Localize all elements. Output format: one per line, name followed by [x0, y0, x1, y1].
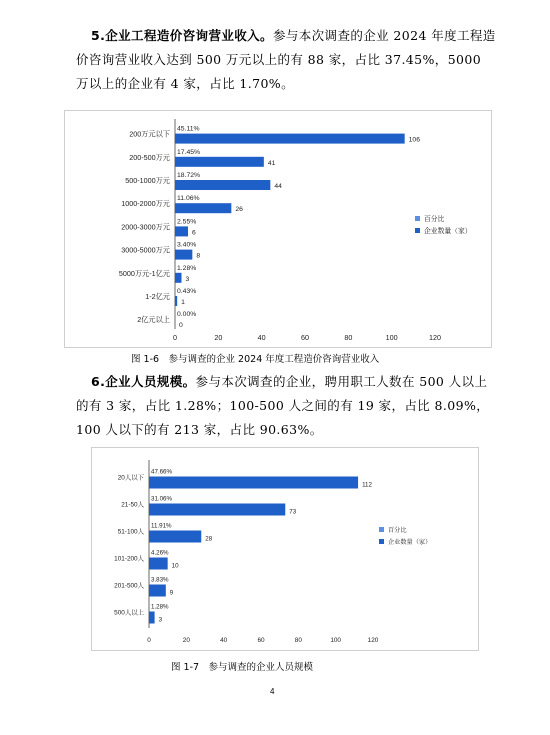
x-tick-label: 120: [429, 333, 441, 342]
section5-heading: 5.企业工程造价咨询营业收入。: [91, 28, 273, 43]
count-bar: [175, 134, 405, 144]
legend-label: 百分比: [424, 216, 445, 223]
staff-size-bar-chart: [92, 448, 478, 650]
figure6-chart-frame: [64, 110, 492, 348]
percent-label: 17.45%: [177, 148, 201, 156]
figure7-caption: 图 1-7 参与调查的企业人员规模: [171, 662, 314, 673]
percent-label: 1.28%: [177, 264, 197, 272]
percent-label: 31.06%: [151, 495, 172, 503]
category-label: 201-500人: [114, 582, 144, 590]
count-bar: [149, 612, 155, 624]
count-bar: [149, 504, 285, 516]
count-label: 3: [185, 275, 190, 283]
count-label: 10: [171, 562, 179, 570]
count-label: 112: [362, 481, 372, 489]
category-label: 2亿元以上: [137, 315, 170, 325]
count-label: 0: [179, 322, 183, 330]
legend-swatch: [379, 527, 384, 532]
category-label: 500-1000万元: [125, 176, 170, 185]
count-bar: [175, 296, 177, 306]
category-label: 200万元以下: [129, 129, 170, 139]
percent-label: 0.43%: [177, 288, 197, 295]
count-label: 73: [289, 508, 297, 516]
percent-label: 18.72%: [177, 172, 201, 179]
count-bar: [149, 558, 168, 570]
percent-label: 45.11%: [177, 125, 200, 133]
count-label: 6: [192, 229, 196, 237]
percent-label: 11.06%: [177, 195, 200, 203]
legend-swatch: [415, 216, 420, 221]
section5-paragraph: [76, 24, 496, 96]
count-label: 106: [408, 136, 421, 144]
category-label: 500人以上: [114, 609, 144, 617]
percent-label: 3.83%: [151, 576, 169, 584]
legend-swatch: [415, 228, 420, 233]
count-bar: [149, 531, 201, 543]
count-label: 26: [235, 206, 243, 214]
x-tick-label: 40: [220, 637, 228, 644]
legend-label: 企业数量（家）: [424, 228, 472, 235]
count-label: 3: [158, 616, 163, 624]
category-label: 200-500万元: [129, 152, 170, 162]
x-tick-label: 0: [147, 637, 151, 644]
category-label: 1-2亿元: [145, 292, 170, 301]
count-label: 41: [267, 159, 276, 167]
revenue-bar-chart: [65, 111, 491, 347]
x-tick-label: 60: [257, 637, 265, 644]
count-bar: [175, 250, 192, 260]
page-number: 4: [270, 687, 275, 696]
x-tick-label: 120: [367, 637, 379, 644]
x-tick-label: 80: [294, 637, 302, 644]
section6-heading: 6.企业人员规模。: [91, 374, 196, 389]
category-label: 5000万元-1亿元: [118, 268, 170, 278]
x-tick-label: 0: [173, 333, 177, 342]
legend-swatch: [379, 539, 384, 544]
percent-label: 3.40%: [177, 241, 197, 249]
count-bar: [149, 585, 166, 597]
count-bar: [175, 157, 264, 167]
x-tick-label: 100: [385, 333, 398, 342]
count-bar: [175, 226, 188, 236]
count-bar: [175, 180, 270, 190]
count-label: 1: [181, 299, 185, 306]
percent-label: 2.55%: [177, 218, 197, 226]
section6-paragraph: [76, 370, 496, 442]
category-label: 20人以下: [117, 474, 144, 482]
category-label: 101-200人: [114, 555, 144, 563]
x-tick-label: 20: [214, 333, 223, 342]
percent-label: 4.26%: [151, 549, 169, 557]
legend-label: 企业数量（家）: [388, 539, 432, 546]
category-label: 1000-2000万元: [121, 199, 170, 209]
count-label: 8: [196, 252, 201, 260]
count-bar: [175, 273, 182, 283]
section6-body: 参与本次调查的企业，聘用职工人数在 500 人以上的有 3 家，占比 1.28%；100-500 人之间的有 19 家，占比 8.09%，100 人以下的有 213 家，占比 90.63%。: [76, 374, 490, 437]
count-label: 28: [205, 535, 213, 543]
x-tick-label: 60: [301, 333, 309, 342]
x-tick-label: 80: [344, 333, 353, 342]
figure6-caption: 图 1-6 参与调查的企业 2024 年度工程造价咨询营业收入: [131, 354, 380, 365]
figure7-chart-frame: [91, 447, 479, 651]
percent-label: 47.66%: [151, 468, 172, 476]
count-label: 9: [169, 589, 174, 597]
x-tick-label: 20: [182, 637, 190, 644]
percent-label: 0.00%: [177, 311, 197, 319]
x-tick-label: 100: [330, 637, 342, 644]
count-bar: [175, 203, 231, 213]
count-label: 44: [274, 183, 282, 190]
category-label: 21-50人: [121, 501, 144, 509]
category-label: 3000-5000万元: [121, 245, 170, 255]
percent-label: 1.28%: [151, 603, 169, 611]
count-bar: [149, 477, 358, 489]
legend-label: 百分比: [388, 527, 407, 534]
percent-label: 11.91%: [151, 522, 172, 530]
x-tick-label: 40: [257, 333, 266, 342]
section5-body: 参与本次调查的企业 2024 年度工程造价咨询营业收入达到 500 万元以上的有 88 家，占比 37.45%，5000 万以上的企业有 4 家，占比 1.70%。: [76, 28, 496, 91]
category-label: 2000-3000万元: [121, 222, 170, 232]
category-label: 51-100人: [117, 528, 144, 536]
